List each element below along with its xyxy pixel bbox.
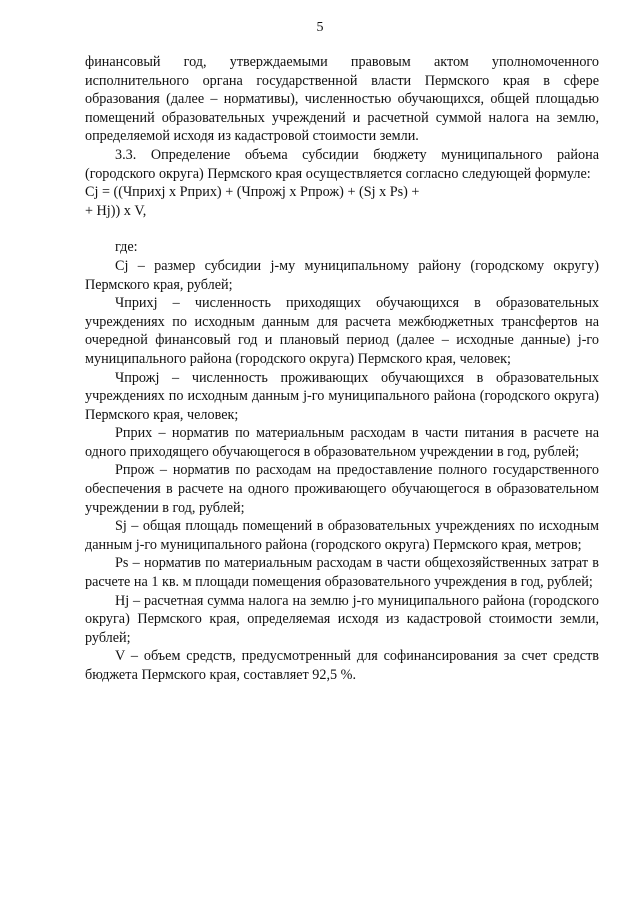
definition-chprozh: Чпрожj – численность проживающих обучающихся в образовательных учреждениях по исходным данным j-го муниципального района (городского округа) Пермского края, человек;	[85, 369, 599, 423]
document-body	[85, 53, 599, 685]
paragraph-3-3: 3.3. Определение объема субсидии бюджету муниципального района (городского округа) Пермского края осуществляется согласно следующей формуле:	[85, 146, 599, 182]
definition-ps: Ps – норматив по материальным расходам в части общехозяйственных затрат в расчете на 1 кв. м площади помещения образовательного учреждения в год, рублей;	[85, 555, 599, 591]
formula-line-2: + Hj)) х V,	[85, 202, 147, 219]
page-number: 5	[316, 20, 324, 35]
where-label: где:	[115, 239, 138, 256]
definition-cj: Cj – размер субсидии j-му муниципальному району (городскому округу) Пермского края, рублей;	[85, 257, 599, 293]
definition-rprikh: Рприх – норматив по материальным расходам в части питания в расчете на одного приходящего обучающегося в образовательном учреждении в год, рублей;	[85, 425, 599, 460]
definition-sj: Sj – общая площадь помещений в образовательных учреждениях по исходным данным j-го муниципального района (городского округа) Пермского края, метров;	[85, 518, 599, 553]
definition-chprikh: Чприхj – численность приходящих обучающихся в образовательных учреждениях по исходным данным для расчета межбюджетных трансфертов на очередной финансовый год и плановый период (далее – исходные данные) j-го муниципального района (городского округа) Пермского края, человек;	[85, 295, 599, 367]
paragraph-intro: финансовый год, утверждаемыми правовым актом уполномоченного исполнительного органа государственной власти Пермского края в сфере образования (далее – нормативы), численностью обучающихся, общей площадью помещений образовательных учреждений и расчетной суммой налога на землю, определяемой исходя из кадастровой стоимости земли.	[85, 54, 599, 145]
definition-v: V – объем средств, предусмотренный для софинансирования за счет средств бюджета Пермского края, составляет 92,5 %.	[85, 648, 599, 683]
definition-rprozh: Рпрож – норматив по расходам на предоставление полного государственного обеспечения в расчете на одного проживающего обучающегося в образовательном учреждении в год, рублей;	[85, 462, 599, 516]
formula-line-1: Cj = ((Чприхj х Рприх) + (Чпрожj х Рпрож) + (Sj х Ps) +	[85, 184, 420, 201]
definition-hj: Hj – расчетная сумма налога на землю j-го муниципального района (городского округа) Пермского края, определяемая исходя из кадастровой стоимости земли, рублей;	[85, 592, 599, 646]
